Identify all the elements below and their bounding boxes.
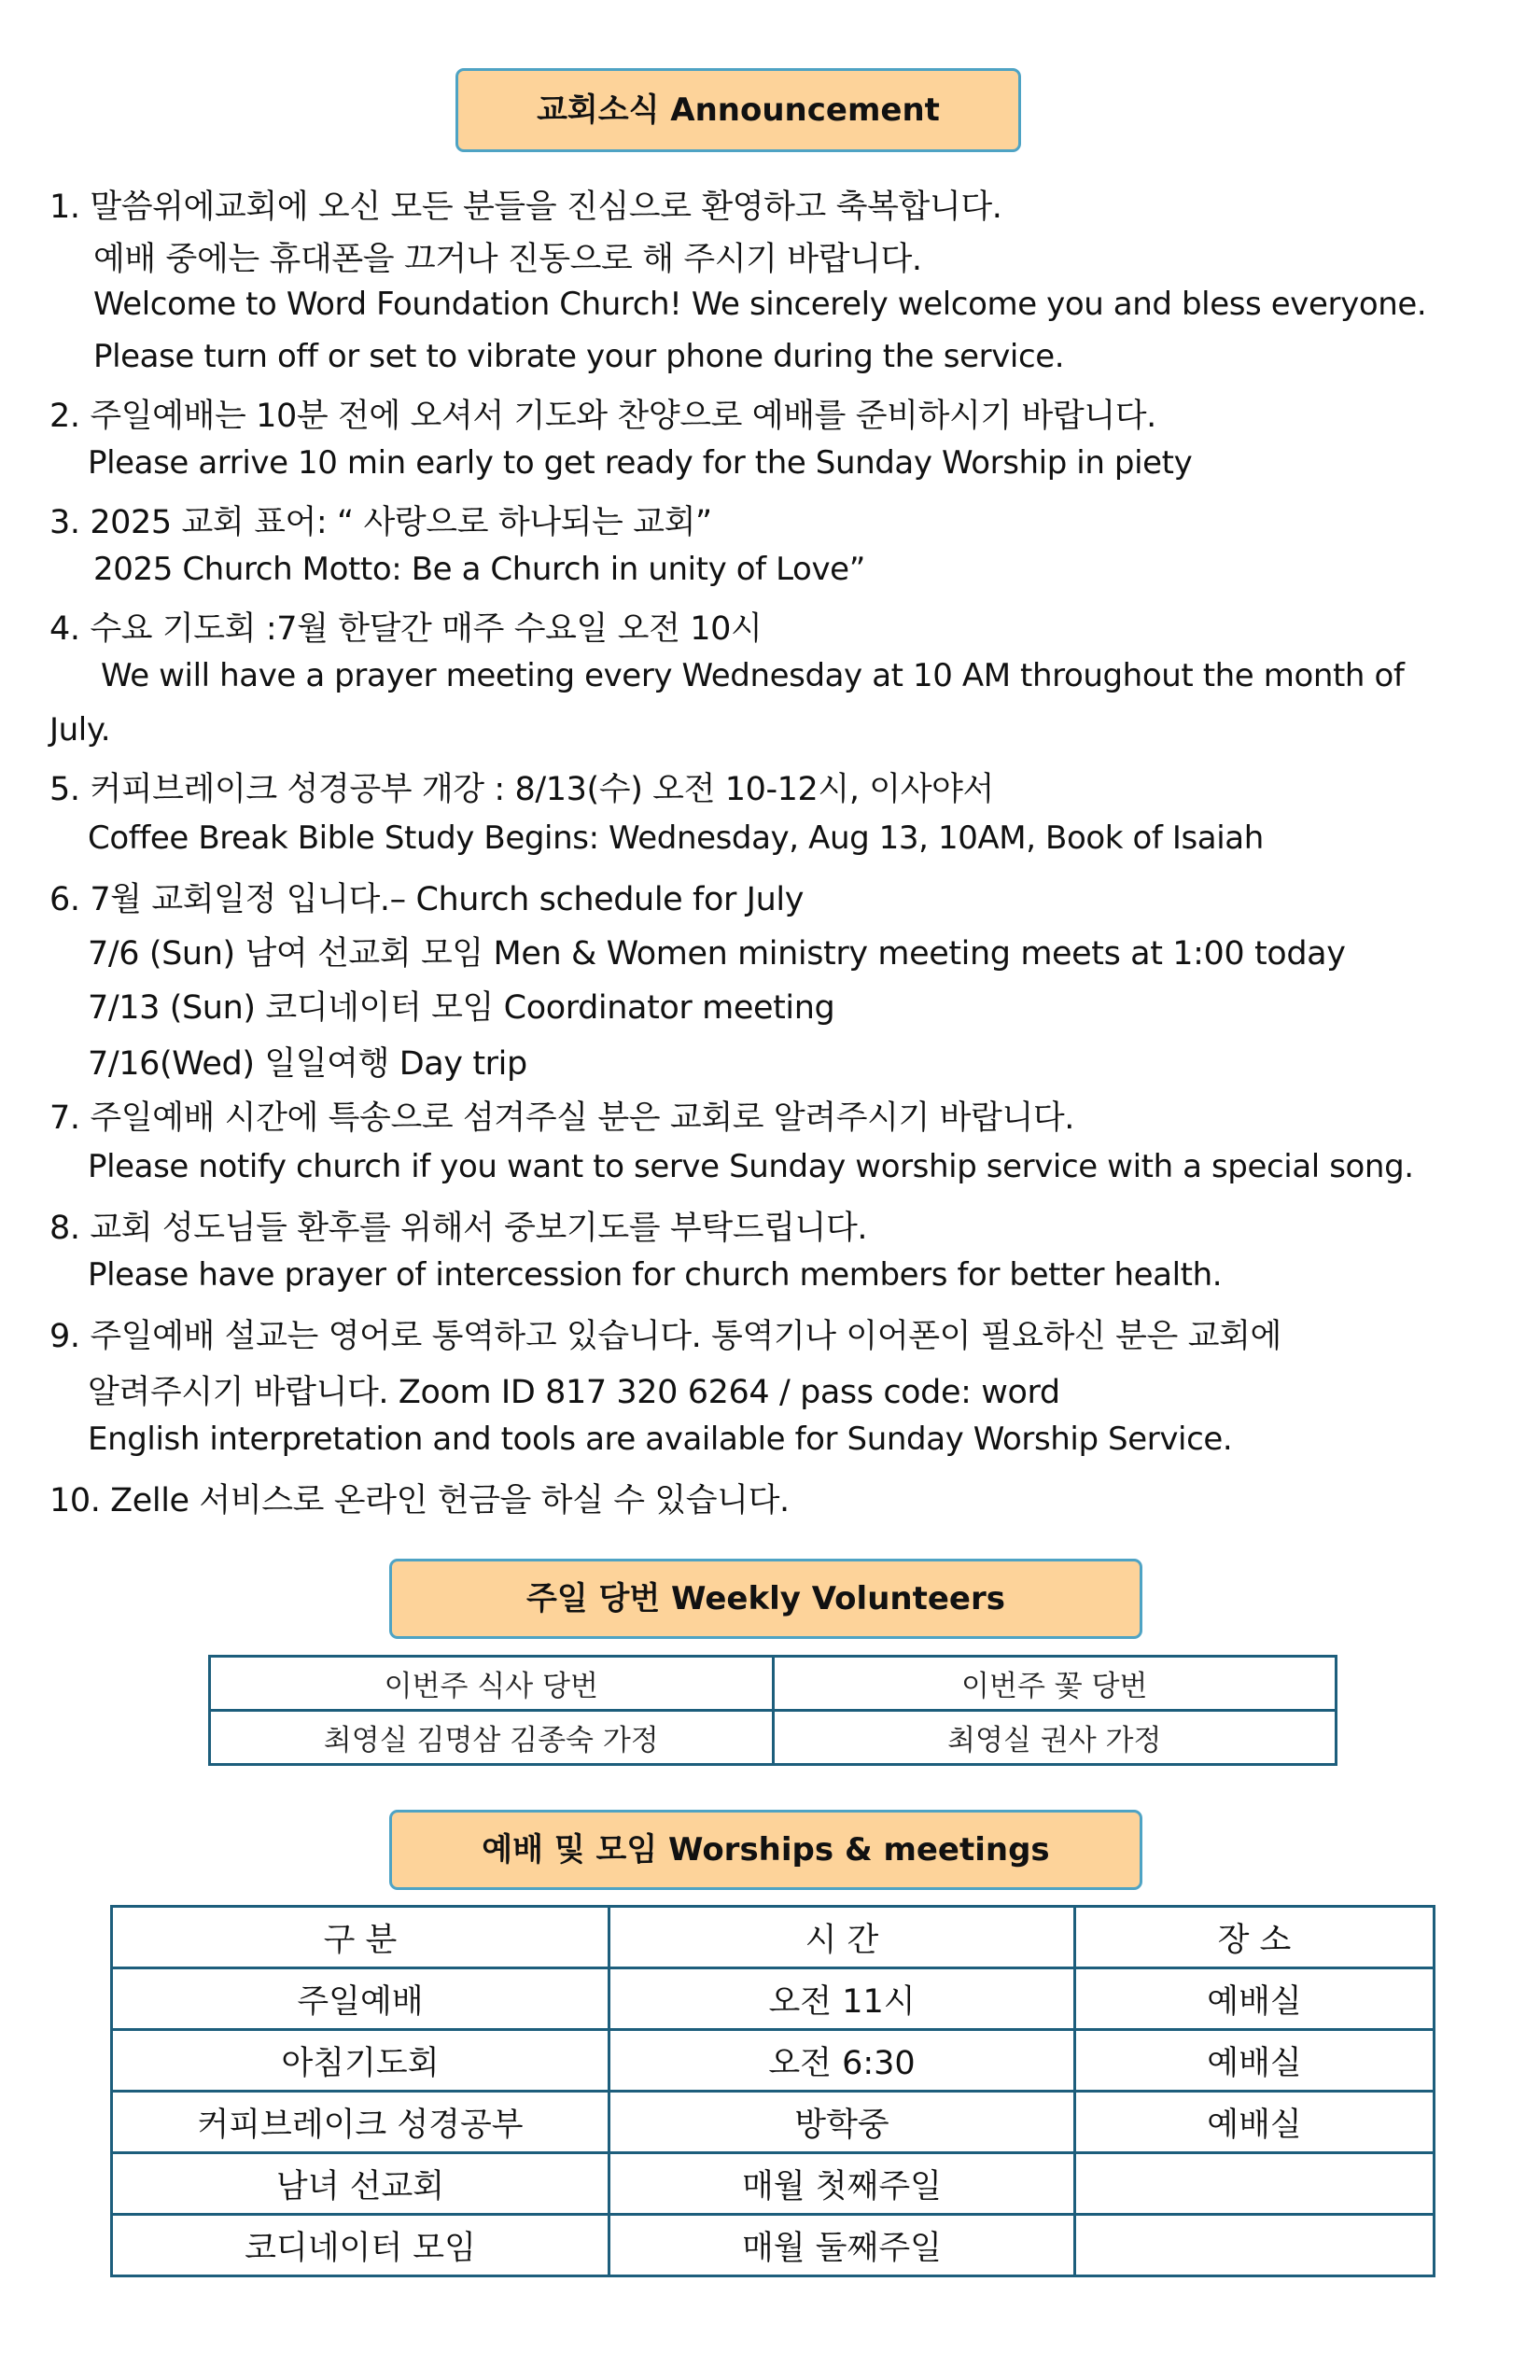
announcement-line: 알려주시기 바랍니다. Zoom ID 817 320 6264 / pass code: word bbox=[88, 1374, 1060, 1411]
announcement-line: We will have a prayer meeting every Wednesday at 10 AM throughout the month of bbox=[101, 657, 1405, 694]
volunteers-title: 주일 당번 Weekly Volunteers bbox=[389, 1559, 1142, 1639]
announcement-line: 9. 주일예배 설교는 영어로 통역하고 있습니다. 통역기나 이어폰이 필요하신 분은 교회에 bbox=[49, 1318, 1281, 1355]
table-cell: 주일예배 bbox=[112, 1968, 609, 2030]
table-cell bbox=[1075, 2153, 1435, 2215]
announcement-line: 3. 2025 교회 표어: “ 사랑으로 하나되는 교회” bbox=[49, 504, 712, 541]
table-cell bbox=[1075, 2215, 1435, 2276]
table-header-row bbox=[112, 1907, 1435, 1968]
announcement-line: Welcome to Word Foundation Church! We sincerely welcome you and bless everyone. bbox=[93, 286, 1427, 323]
announcement-line: Please notify church if you want to serve Sunday worship service with a special song. bbox=[88, 1148, 1414, 1185]
table-cell: 코디네이터 모임 bbox=[112, 2215, 609, 2276]
table-row bbox=[112, 1968, 1435, 2030]
table-cell: 아침기도회 bbox=[112, 2030, 609, 2092]
announcement-line: Please have prayer of intercession for church members for better health. bbox=[88, 1256, 1223, 1294]
table-cell: 오전 6:30 bbox=[609, 2030, 1075, 2092]
announcement-line: Please arrive 10 min early to get ready for the Sunday Worship in piety bbox=[88, 444, 1193, 482]
table-cell: 최영실 김명삼 김종숙 가정 bbox=[210, 1711, 774, 1765]
announcement-line: 10. Zelle 서비스로 온라인 헌금을 하실 수 있습니다. bbox=[49, 1482, 790, 1519]
table-header-cell: 이번주 꽃 당번 bbox=[773, 1657, 1337, 1711]
table-row bbox=[112, 2215, 1435, 2276]
table-cell: 예배실 bbox=[1075, 2030, 1435, 2092]
announcement-title: 교회소식 Announcement bbox=[455, 68, 1021, 152]
table-header-cell: 구 분 bbox=[112, 1907, 609, 1968]
announcement-line: 7/13 (Sun) 코디네이터 모임 Coordinator meeting bbox=[88, 989, 835, 1027]
table-cell: 방학중 bbox=[609, 2092, 1075, 2153]
table-cell: 오전 11시 bbox=[609, 1968, 1075, 2030]
volunteers-table bbox=[208, 1655, 1337, 1766]
table-header-cell: 장 소 bbox=[1075, 1907, 1435, 1968]
table-cell: 남녀 선교회 bbox=[112, 2153, 609, 2215]
announcement-line: Coffee Break Bible Study Begins: Wednesday, Aug 13, 10AM, Book of Isaiah bbox=[88, 819, 1264, 857]
table-cell: 최영실 권사 가정 bbox=[773, 1711, 1337, 1765]
announcement-line: 6. 7월 교회일정 입니다.– Church schedule for July bbox=[49, 881, 805, 918]
table-cell: 예배실 bbox=[1075, 1968, 1435, 2030]
table-cell: 매월 둘째주일 bbox=[609, 2215, 1075, 2276]
announcement-line: 예배 중에는 휴대폰을 끄거나 진동으로 해 주시기 바랍니다. bbox=[93, 241, 922, 278]
table-cell: 커피브레이크 성경공부 bbox=[112, 2092, 609, 2153]
announcement-line: Please turn off or set to vibrate your phone during the service. bbox=[93, 338, 1065, 375]
table-row bbox=[112, 2030, 1435, 2092]
table-row bbox=[210, 1711, 1337, 1765]
table-cell: 매월 첫째주일 bbox=[609, 2153, 1075, 2215]
announcement-line: 7. 주일예배 시간에 특송으로 섬겨주실 분은 교회로 알려주시기 바랍니다. bbox=[49, 1099, 1075, 1137]
announcement-line: 8. 교회 성도님들 환후를 위해서 중보기도를 부탁드립니다. bbox=[49, 1210, 868, 1247]
announcement-line: July. bbox=[49, 711, 111, 749]
announcement-line: 7/6 (Sun) 남여 선교회 모임 Men & Women ministry meeting meets at 1:00 today bbox=[88, 935, 1346, 973]
table-cell: 예배실 bbox=[1075, 2092, 1435, 2153]
worships-title: 예배 및 모임 Worships & meetings bbox=[389, 1810, 1142, 1890]
table-row bbox=[112, 2153, 1435, 2215]
announcement-line: 2025 Church Motto: Be a Church in unity of Love” bbox=[93, 551, 865, 588]
announcement-line: 5. 커피브레이크 성경공부 개강 : 8/13(수) 오전 10-12시, 이사야서 bbox=[49, 771, 994, 808]
announcement-line: 7/16(Wed) 일일여행 Day trip bbox=[88, 1045, 527, 1083]
table-row bbox=[112, 2092, 1435, 2153]
announcement-line: 1. 말씀위에교회에 오신 모든 분들을 진심으로 환영하고 축복합니다. bbox=[49, 189, 1002, 226]
announcement-line: English interpretation and tools are available for Sunday Worship Service. bbox=[88, 1421, 1233, 1458]
announcement-line: 4. 수요 기도회 :7월 한달간 매주 수요일 오전 10시 bbox=[49, 610, 763, 648]
announcement-line: 2. 주일예배는 10분 전에 오셔서 기도와 찬양으로 예배를 준비하시기 바랍니다. bbox=[49, 398, 1156, 435]
table-header-cell: 이번주 식사 당번 bbox=[210, 1657, 774, 1711]
table-header-cell: 시 간 bbox=[609, 1907, 1075, 1968]
worships-table bbox=[110, 1905, 1435, 2277]
table-row bbox=[210, 1657, 1337, 1711]
